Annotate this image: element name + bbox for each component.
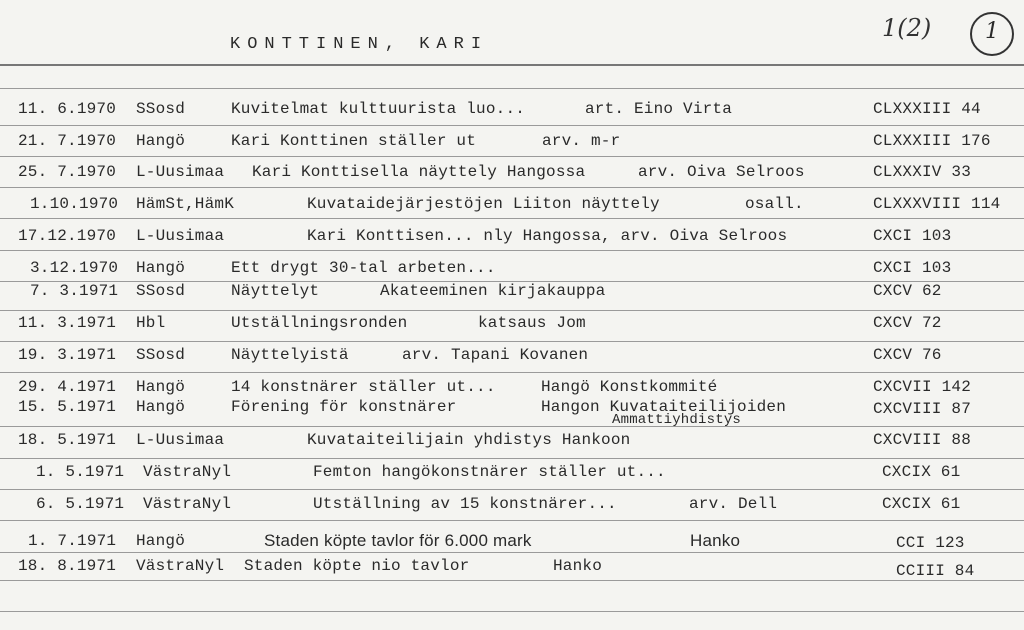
entry-title: Näyttelyistä [231, 346, 349, 364]
entry-date: 11. 3.1971 [18, 314, 117, 332]
rule [0, 489, 1024, 490]
entry-source: Hangö [136, 132, 186, 150]
entry-date: 21. 7.1970 [18, 132, 117, 150]
entry-ref: CXCVIII 87 [873, 400, 972, 418]
entry-note: Hanko [690, 531, 741, 550]
entry-note: arv. m-r [542, 132, 621, 150]
rule [0, 458, 1024, 459]
rule [0, 310, 1024, 311]
entry-date: 7. 3.1971 [30, 282, 119, 300]
entry-note: Hanko [553, 557, 603, 575]
entry-date: 19. 3.1971 [18, 346, 117, 364]
entry-ref: CXCIX 61 [882, 495, 961, 513]
entry-source: SSosd [136, 346, 186, 364]
entry-source: Hbl [136, 314, 166, 332]
entry-note: osall. [745, 195, 804, 213]
entry-title: Förening för konstnärer [231, 398, 457, 416]
entry-title: Kuvitelmat kulttuurista luo... [231, 100, 526, 118]
rule [0, 580, 1024, 581]
entry-date: 25. 7.1970 [18, 163, 117, 181]
entry-ref: CLXXXIV 33 [873, 163, 972, 181]
rule [0, 218, 1024, 219]
entry-source: VästraNyl [143, 463, 232, 481]
entry-ref: CLXXXVIII 114 [873, 195, 1001, 213]
rule [0, 156, 1024, 157]
entry-note: arv. Oiva Selroos [638, 163, 805, 181]
entry-note: arv. Dell [689, 495, 778, 513]
rule [0, 125, 1024, 126]
entry-note: katsaus Jom [478, 314, 586, 332]
page-mark: 1(2) [882, 14, 932, 42]
entry-source: VästraNyl [143, 495, 232, 513]
entry-note: Akateeminen kirjakauppa [380, 282, 606, 300]
entry-title: Staden köpte tavlor för 6.000 mark [264, 531, 532, 550]
entry-title: Kari Konttisen... nly Hangossa, arv. Oiva Selroos [307, 227, 788, 245]
entry-note: arv. Tapani Kovanen [402, 346, 589, 364]
card-title: KONTTINEN, KARI [230, 35, 489, 54]
entry-source: VästraNyl [136, 557, 225, 575]
entry-note: Hangon Kuvataiteilijoiden [541, 398, 787, 416]
entry-date: 1.10.1970 [30, 195, 119, 213]
entry-ref: CXCIX 61 [882, 463, 961, 481]
entry-title: Utställningsronden [231, 314, 408, 332]
circled-number-text: 1 [985, 19, 999, 44]
entry-note: Hangö Konstkommité [541, 378, 718, 396]
rule [0, 611, 1024, 612]
entry-date: 1. 5.1971 [36, 463, 125, 481]
entry-source: SSosd [136, 282, 186, 300]
entry-source: Hangö [136, 532, 186, 550]
top-rule [0, 64, 1024, 66]
entry-date: 15. 5.1971 [18, 398, 117, 416]
entry-title: 14 konstnärer ställer ut... [231, 378, 496, 396]
entry-note: art. Eino Virta [585, 100, 733, 118]
entry-date: 6. 5.1971 [36, 495, 125, 513]
rule [0, 88, 1024, 89]
entry-title: Ett drygt 30-tal arbeten... [231, 259, 496, 277]
rule [0, 426, 1024, 427]
entry-ref: CLXXXIII 44 [873, 100, 981, 118]
entry-source: SSosd [136, 100, 186, 118]
entry-ref: CLXXXIII 176 [873, 132, 991, 150]
entry-ref: CCIII 84 [896, 562, 975, 580]
entry-ref: CXCV 76 [873, 346, 942, 364]
entry-date: 18. 8.1971 [18, 557, 117, 575]
entry-title: Staden köpte nio tavlor [244, 557, 470, 575]
entry-title: Kuvataidejärjestöjen Liiton näyttely [307, 195, 660, 213]
entry-date: 11. 6.1970 [18, 100, 117, 118]
rule [0, 250, 1024, 251]
rule [0, 341, 1024, 342]
entry-title: Utställning av 15 konstnärer... [313, 495, 617, 513]
entry-ref: CXCI 103 [873, 259, 952, 277]
entry-ref: CXCVII 142 [873, 378, 972, 396]
entry-title: Kari Konttisella näyttely Hangossa [252, 163, 586, 181]
entry-source: Hangö [136, 398, 186, 416]
entry-title: Kuvataiteilijain yhdistys Hankoon [307, 431, 631, 449]
entry-date: 1. 7.1971 [28, 532, 117, 550]
entry-ref: CXCVIII 88 [873, 431, 972, 449]
entry-source: Hangö [136, 378, 186, 396]
rule [0, 552, 1024, 553]
rule [0, 372, 1024, 373]
entry-ref: CCI 123 [896, 534, 965, 552]
rule [0, 187, 1024, 188]
entry-date: 29. 4.1971 [18, 378, 117, 396]
circled-number [970, 12, 1014, 56]
entry-date: 3.12.1970 [30, 259, 119, 277]
entry-source: L-Uusimaa [136, 227, 225, 245]
entry-source: L-Uusimaa [136, 431, 225, 449]
entry-source: L-Uusimaa [136, 163, 225, 181]
entry-date: 18. 5.1971 [18, 431, 117, 449]
entry-date: 17.12.1970 [18, 227, 117, 245]
rule [0, 520, 1024, 521]
entry-ref: CXCI 103 [873, 227, 952, 245]
entry-note-continued: Ammattiyhdistys [612, 412, 742, 428]
entry-title: Näyttelyt [231, 282, 320, 300]
entry-title: Femton hangökonstnärer ställer ut... [313, 463, 666, 481]
entry-source: HämSt,HämK [136, 195, 235, 213]
entry-title: Kari Konttinen ställer ut [231, 132, 477, 150]
entry-source: Hangö [136, 259, 186, 277]
entry-ref: CXCV 62 [873, 282, 942, 300]
entry-ref: CXCV 72 [873, 314, 942, 332]
